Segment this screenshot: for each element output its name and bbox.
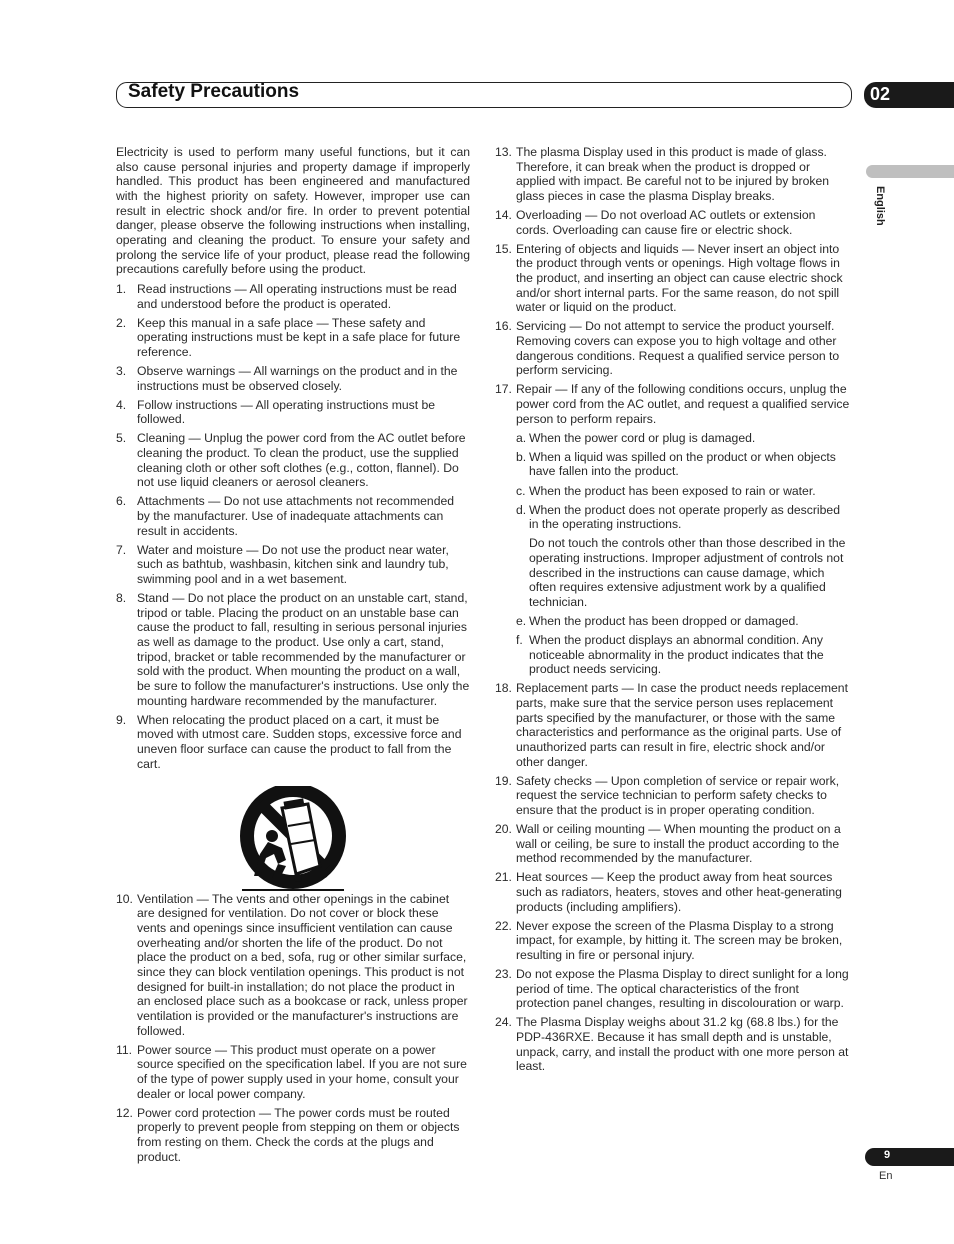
list-item (495, 870, 850, 914)
list-item-number: 13. (495, 145, 512, 159)
list-item-text: Servicing — Do not attempt to service the product yourself. Removing covers can expose you to high voltage and other dangerous conditions. Request a qualified service person to perform servicing. (516, 319, 840, 378)
list-item (116, 1043, 470, 1102)
repair-conditions-list (495, 431, 850, 677)
list-item-text: Repair — If any of the following conditions occurs, unplug the power cord from the AC outlet, and request a qualified service person to perform repairs. (516, 382, 850, 426)
list-item (116, 364, 470, 393)
page-number: 9 (884, 1149, 891, 1161)
list-item (495, 822, 850, 866)
repair-note: Do not touch the controls other than those described in the operating instructions. Improper adjustment of controls not described in the instructions can cause damage, which often requires extensive adjustment work by a qualified technician. (529, 536, 846, 609)
list-item-number: 21. (495, 870, 512, 885)
list-item (116, 1106, 470, 1165)
list-item-number: 23. (495, 967, 512, 982)
page-number-tab (865, 1148, 954, 1166)
repair-condition-text: When the product has been exposed to rain or water. (529, 483, 816, 498)
list-item (116, 591, 470, 708)
list-item (116, 892, 470, 1039)
repair-condition-text: When the product displays an abnormal condition. Any noticeable abnormality in the product indicates that the product needs servicing. (529, 632, 824, 677)
list-item-text: Attachments — Do not use attachments not recommended by the manufacturer. Use of inadequate attachments can result in accidents. (137, 494, 455, 538)
right-column (495, 145, 850, 1078)
intro-paragraph: Electricity is used to perform many useful functions, but it can also cause personal injuries and property damage if improperly handled. This product has been engineered and manufactured with the highest priority on safety. However, improper use can result in electric shock and/or fire. In order to prevent potential danger, please observe the following instructions when installing, operating and cleaning the product. To ensure your safety and prolong the service life of your product, please read the following precautions carefully before using the product. (116, 145, 470, 277)
list-item-number: 19. (495, 773, 512, 788)
list-item-text: Replacement parts — In case the product needs replacement parts, make sure that the service person uses replacement parts specified by the manufacturer, or those with the same characteristics and performance as the original parts. Use of unauthorized parts can result in fire, electric shock and/or other danger. (516, 681, 848, 769)
list-items-13-17 (495, 145, 850, 426)
list-item-text: Heat sources — Keep the product away from heat sources such as radiators, heaters, stoves and other heat-generating products (including amplifiers). (516, 870, 842, 914)
list-item-number: 2. (116, 315, 127, 330)
repair-condition-text: When a liquid was spilled on the product or when objects have fallen into the product. (529, 449, 836, 479)
repair-condition-text: When the product has been dropped or damaged. (529, 613, 799, 628)
list-item-text: Do not expose the Plasma Display to direct sunlight for a long period of time. The optical characteristics of the front protection panel changes, resulting in discolouration or warp. (516, 967, 849, 1011)
repair-condition-letter: b. (516, 449, 527, 464)
list-item-text: Stand — Do not place the product on an unstable cart, stand, tripod or table. Placing the product on an unstable base can cause the product to fall, resulting in serious personal injuries as well as damage to the product. Use only a cart, stand, tripod, bracket or table recommended by the manufacturer or sold with the product. When mounting the product on a wall, be sure to follow the manufacturer's instructions. Use only the mounting hardware recommended by the manufacturer. (137, 591, 470, 708)
list-item (116, 713, 470, 772)
list-item-text: When relocating the product placed on a cart, it must be moved with utmost care. Sudden stops, excessive force and uneven floor surface can cause the product to fall from the cart. (137, 712, 462, 771)
list-item-text: The plasma Display used in this product is made of glass. Therefore, it can break when the product is dropped or applied with impact. Be careful not to be injured by broken glass pieces in case the plasma Display breaks. (516, 145, 829, 203)
page-title: Safety Precautions (128, 81, 300, 102)
list-item-text: Wall or ceiling mounting — When mounting the product on a wall or ceiling, be sure to install the product according to the method recommended by the manufacturer. (516, 822, 841, 866)
list-item-number: 10. (116, 891, 133, 906)
list-item-text: Power source — This product must operate on a power source specified on the specification label. If you are not sure of the type of power supply used in your home, consult your dealer or local power company. (137, 1042, 467, 1101)
list-item-number: 22. (495, 918, 512, 933)
list-item-text: The Plasma Display weighs about 31.2 kg (68.8 lbs.) for the PDP-436RXE. Because it has small depth and is unstable, unpack, carry, and install the product with one more person at least. (516, 1015, 849, 1074)
repair-condition-item (516, 484, 850, 499)
list-item-number: 9. (116, 712, 127, 727)
list-items-10-12 (116, 892, 470, 1165)
repair-condition-item (516, 614, 850, 629)
repair-condition-item (516, 431, 850, 446)
list-item-text: Keep this manual in a safe place — These safety and operating instructions must be kept in a safe place for future reference. (137, 315, 461, 359)
list-item-number: 8. (116, 591, 127, 606)
list-item (495, 919, 850, 963)
repair-condition-letter: d. (516, 502, 527, 517)
repair-condition-letter: c. (516, 483, 526, 498)
repair-condition-letter: e. (516, 613, 527, 628)
language-tab (866, 165, 954, 178)
list-item-text: Read instructions — All operating instructions must be read and understood before the product is operated. (137, 281, 457, 311)
list-item-number: 16. (495, 319, 512, 334)
list-item-text: Observe warnings — All warnings on the product and in the instructions must be observed closely. (137, 363, 458, 393)
list-item-text: Cleaning — Unplug the power cord from the AC outlet before cleaning the product. To clean the product, use the supplied cleaning cloth or other soft clothes (e.g., cotton, flannel). Do not use liquid cleaners or aerosol cleaners. (137, 431, 466, 490)
list-item (495, 242, 850, 315)
repair-condition-letter: f. (516, 632, 523, 647)
list-item-number: 3. (116, 363, 127, 378)
repair-condition-item (516, 503, 850, 532)
list-item (495, 319, 850, 378)
list-item-number: 17. (495, 382, 512, 397)
list-item (495, 681, 850, 769)
repair-condition-text: When the power cord or plug is damaged. (529, 430, 756, 445)
list-item-number: 1. (116, 281, 127, 296)
chapter-number: 02 (870, 84, 891, 104)
list-item-number: 5. (116, 431, 127, 446)
list-item-number: 4. (116, 397, 127, 412)
list-items-1-9 (116, 282, 470, 771)
list-item-text: Entering of objects and liquids — Never insert an object into the product through vents or openings. High voltage flows in the product, and inserting an object can cause electric shock and/or short internal parts. For the same reason, do not spill water or liquid on the product. (516, 241, 843, 315)
list-item (116, 431, 470, 490)
page-language-code: En (879, 1170, 893, 1182)
list-item (116, 494, 470, 538)
left-column (116, 145, 470, 1169)
list-item-number: 15. (495, 241, 512, 256)
list-item (116, 398, 470, 427)
repair-condition-item (516, 450, 850, 479)
repair-condition-text: When the product does not operate properly as described in the operating instructions. (529, 502, 840, 532)
list-item (495, 208, 850, 237)
list-item (116, 282, 470, 311)
cart-warning-icon (238, 786, 348, 894)
list-item-text: Power cord protection — The power cords must be routed properly to prevent people from stepping on them or objects from resting on them. Check the cords at the plugs and product. (137, 1105, 460, 1164)
repair-condition-item (516, 633, 850, 677)
list-item (116, 316, 470, 360)
list-item-number: 18. (495, 681, 512, 696)
list-item (495, 145, 850, 204)
list-item (495, 774, 850, 818)
list-item-number: 20. (495, 822, 512, 837)
repair-condition-letter: a. (516, 430, 527, 445)
list-item-number: 6. (116, 494, 127, 509)
list-item-text: Water and moisture — Do not use the product near water, such as bathtub, washbasin, kitchen sink and laundry tub, swimming pool and in a wet basement. (137, 542, 449, 587)
list-item (116, 543, 470, 587)
list-item (495, 382, 850, 426)
language-label: English (874, 186, 886, 226)
list-item-text: Overloading — Do not overload AC outlets or extension cords. Overloading can cause fire or electric shock. (516, 208, 816, 237)
list-item-number: 14. (495, 208, 512, 223)
list-item (495, 1015, 850, 1074)
list-item-number: 7. (116, 542, 127, 557)
list-item (495, 967, 850, 1011)
list-item-text: Follow instructions — All operating instructions must be followed. (137, 397, 436, 427)
list-items-18-24 (495, 681, 850, 1074)
list-item-text: Safety checks — Upon completion of service or repair work, request the service technician to perform safety checks to ensure that the product is in proper operating condition. (516, 773, 840, 817)
list-item-number: 24. (495, 1015, 512, 1030)
list-item-text: Ventilation — The vents and other openings in the cabinet are designed for ventilation. Do not cover or block these vents and openings since insufficient ventilation can cause overheating and/or shorten the life of the product. Do not place the product on a bed, sofa, rug or other similar surface, since they can block ventilation openings. This product is not designed for built-in installation; do not place the product in an enclosed place such as a bookcase or rack, unless proper ventilation is provided or the manufacturer's instructions are followed. (137, 891, 468, 1038)
list-item-number: 11. (116, 1042, 133, 1057)
list-item-number: 12. (116, 1105, 133, 1120)
list-item-text: Never expose the screen of the Plasma Display to a strong impact, for example, by hitting it. The screen may be broken, resulting in fire or personal injury. (516, 918, 843, 963)
